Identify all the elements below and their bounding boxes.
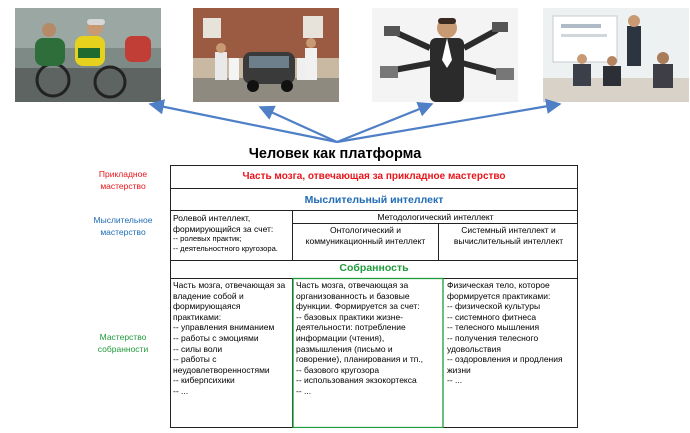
side-label-cohesion: Мастерство собранности bbox=[97, 332, 149, 354]
cohesion-col1: Часть мозга, отвечающая за владение собой и формирующаяся практиками: -- управления вниманием -- работы с эмоциями -- силы воли -- работы с неудовлетворенностями -- киберпсихики -- ... bbox=[173, 280, 286, 396]
applied-header: Часть мозга, отвечающая за прикладное мастерство bbox=[242, 171, 506, 182]
side-label-applied: Прикладное мастерство bbox=[98, 169, 148, 191]
role-intellect-cell: Ролевой интеллект, формирующийся за счет: -- ролевых практик; -- деятельностного кругозора. bbox=[173, 213, 278, 254]
cohesion-header: Собранность bbox=[339, 262, 409, 274]
side-label-mental: Мыслительное мастерство bbox=[93, 215, 153, 237]
arrow-to-family bbox=[260, 107, 337, 142]
method-intellect-title: Методологический интеллект bbox=[377, 212, 494, 222]
cohesion-col2: Часть мозга, отвечающая за организованность и базовые функции. Формируется за счет: -- базовых практики жизне- деятельности: потребление информации (чтения), размышления (письмо и говорение), планирования и тп., -- базового кругозора -- использования экзокортекса -- ... bbox=[296, 280, 424, 396]
arrow-to-businessman bbox=[337, 104, 432, 142]
arrow-to-meeting bbox=[337, 104, 560, 142]
platform-table bbox=[170, 165, 578, 428]
system-intellect-cell: Системный интеллект и вычислительный интеллект bbox=[453, 225, 564, 246]
cohesion-col3: Физическая тело, которое формируется практиками: -- физической культуры -- системного фитнеса -- телесного мышления -- получения телесного удовольствия -- оздоровления и продления жизни -- ... bbox=[447, 280, 563, 386]
arrow-to-cyclists bbox=[150, 104, 337, 142]
mental-header: Мыслительный интеллект bbox=[304, 194, 444, 206]
page-title: Человек как платформа bbox=[248, 146, 422, 162]
onto-intellect-cell: Онтологический и коммуникационный интеллект bbox=[305, 225, 426, 246]
